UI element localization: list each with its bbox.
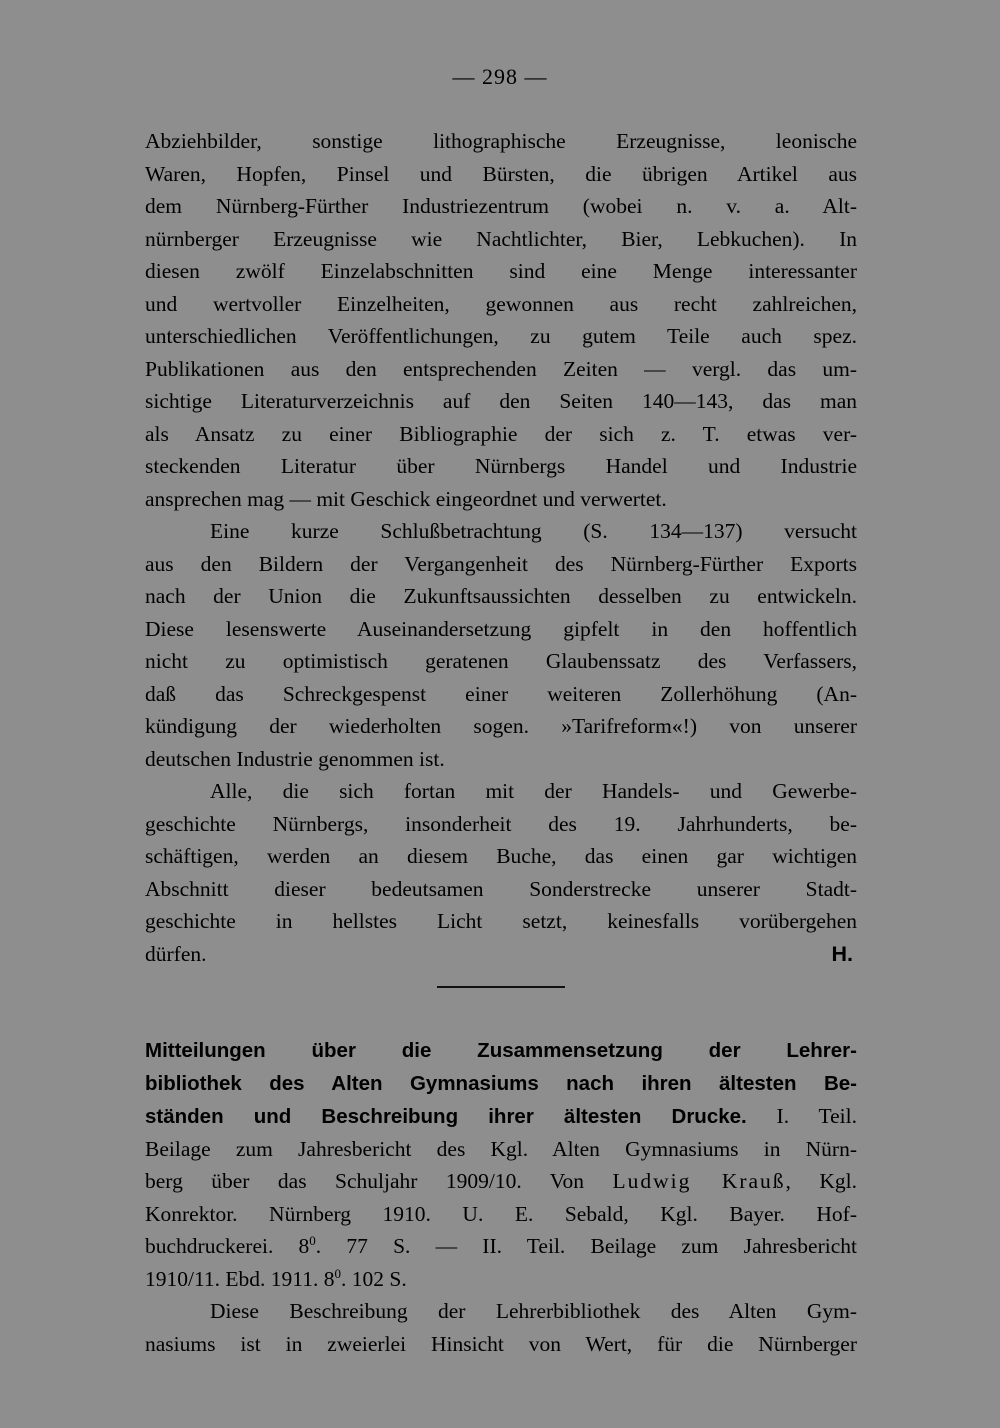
review-part-label: I. Teil. xyxy=(746,1104,857,1128)
text-line: Abziehbilder, sonstige lithographische Erzeugnisse, leonische xyxy=(145,129,857,153)
review-title-line xyxy=(145,1100,857,1133)
text-line: Diese lesenswerte Auseinandersetzung gipfelt in den hoffentlich xyxy=(145,616,857,641)
text-line: nicht zu optimistisch geratenen Glaubenssatz des Verfassers, xyxy=(145,649,857,673)
review-2-text xyxy=(145,1035,857,1360)
text-line: Eine kurze Schlußbetrachtung (S. 134—137) versucht xyxy=(210,519,857,543)
text-line: Diese Beschreibung der Lehrerbibliothek des Alten Gym- xyxy=(210,1299,857,1323)
text-line: daß das Schreckgespenst einer weiteren Zollerhöhung (An- xyxy=(145,681,857,706)
text-fragment: 1910/11. Ebd. 1911. 8 xyxy=(145,1266,335,1291)
review-title-line: Mitteilungen über die Zusammensetzung der Lehrer- xyxy=(145,1039,857,1062)
text-line: sichtige Literaturverzeichnis auf den Seiten 140—143, das man xyxy=(145,389,857,413)
section-divider xyxy=(437,986,565,988)
degree-sign: 0 xyxy=(309,1232,316,1248)
text-line xyxy=(145,1230,857,1263)
text-line: Beilage zum Jahresbericht des Kgl. Alten Gymnasiums in Nürn- xyxy=(145,1136,857,1161)
text-line: nasiums ist in zweierlei Hinsicht von Wert, für die Nürnberger xyxy=(145,1331,857,1356)
author-name: Ludwig Krauß xyxy=(612,1169,786,1193)
closing-line xyxy=(145,938,857,971)
text-fragment: , Kgl. xyxy=(785,1169,857,1193)
text-fragment: buchdruckerei. 8 xyxy=(145,1234,310,1258)
degree-sign: 0 xyxy=(334,1265,342,1281)
text-line: diesen zwölf Einzelabschnitten sind eine Menge interessanter xyxy=(145,259,857,283)
review-1-text xyxy=(145,125,857,970)
text-line: schäftigen, werden an diesem Buche, das einen gar wichtigen xyxy=(145,844,857,868)
text-line: aus den Bildern der Vergangenheit des Nürnberg-Fürther Exports xyxy=(145,551,857,576)
text-line: Konrektor. Nürnberg 1910. U. E. Sebald, Kgl. Bayer. Hof- xyxy=(145,1201,857,1226)
reviewer-signature: H. xyxy=(831,941,853,966)
text-line: Waren, Hopfen, Pinsel und Bürsten, die übrigen Artikel aus xyxy=(145,161,857,186)
text-line: geschichte Nürnbergs, insonderheit des 19. Jahrhunderts, be- xyxy=(145,811,857,836)
text-line: Abschnitt dieser bedeutsamen Sonderstrecke unserer Stadt- xyxy=(145,876,857,901)
text-line: dürfen. xyxy=(145,941,207,966)
text-line xyxy=(145,1165,857,1198)
text-line: und wertvoller Einzelheiten, gewonnen aus recht zahlreichen, xyxy=(145,291,857,316)
text-line: nach der Union die Zukunftsaussichten desselben zu entwickeln. xyxy=(145,584,857,608)
review-title-line: bibliothek des Alten Gymnasiums nach ihren ältesten Be- xyxy=(145,1071,857,1095)
text-line: geschichte in hellstes Licht setzt, keinesfalls vorübergehen xyxy=(145,909,857,933)
text-line: dem Nürnberg-Fürther Industriezentrum (wobei n. v. a. Alt- xyxy=(145,194,857,218)
text-fragment: berg über das Schuljahr 1909/10. Von xyxy=(145,1169,613,1193)
text-fragment: . 77 S. — II. Teil. Beilage zum Jahresbericht xyxy=(315,1234,857,1258)
text-line: kündigung der wiederholten sogen. »Tarifreform«!) von unserer xyxy=(145,714,857,738)
text-line: Publikationen aus den entsprechenden Zeiten — vergl. das um- xyxy=(145,356,857,381)
text-line: Alle, die sich fortan mit der Handels- und Gewerbe- xyxy=(210,779,857,803)
text-line: steckenden Literatur über Nürnbergs Handel und Industrie xyxy=(145,454,857,478)
review-title-end: ständen und Beschreibung ihrer ältesten Drucke. xyxy=(145,1105,747,1128)
text-line: als Ansatz zu einer Bibliographie der sich z. T. etwas ver- xyxy=(145,421,857,446)
text-line: unterschiedlichen Veröffentlichungen, zu gutem Teile auch spez. xyxy=(145,324,857,348)
text-fragment: . 102 S. xyxy=(341,1266,407,1291)
text-line xyxy=(145,1263,857,1296)
text-line: deutschen Industrie genommen ist. xyxy=(145,746,445,771)
text-line: ansprechen mag — mit Geschick eingeordnet und verwertet. xyxy=(145,486,667,511)
text-line: nürnberger Erzeugnisse wie Nachtlichter, Bier, Lebkuchen). In xyxy=(145,226,857,251)
page-number: — 298 — xyxy=(452,64,548,89)
